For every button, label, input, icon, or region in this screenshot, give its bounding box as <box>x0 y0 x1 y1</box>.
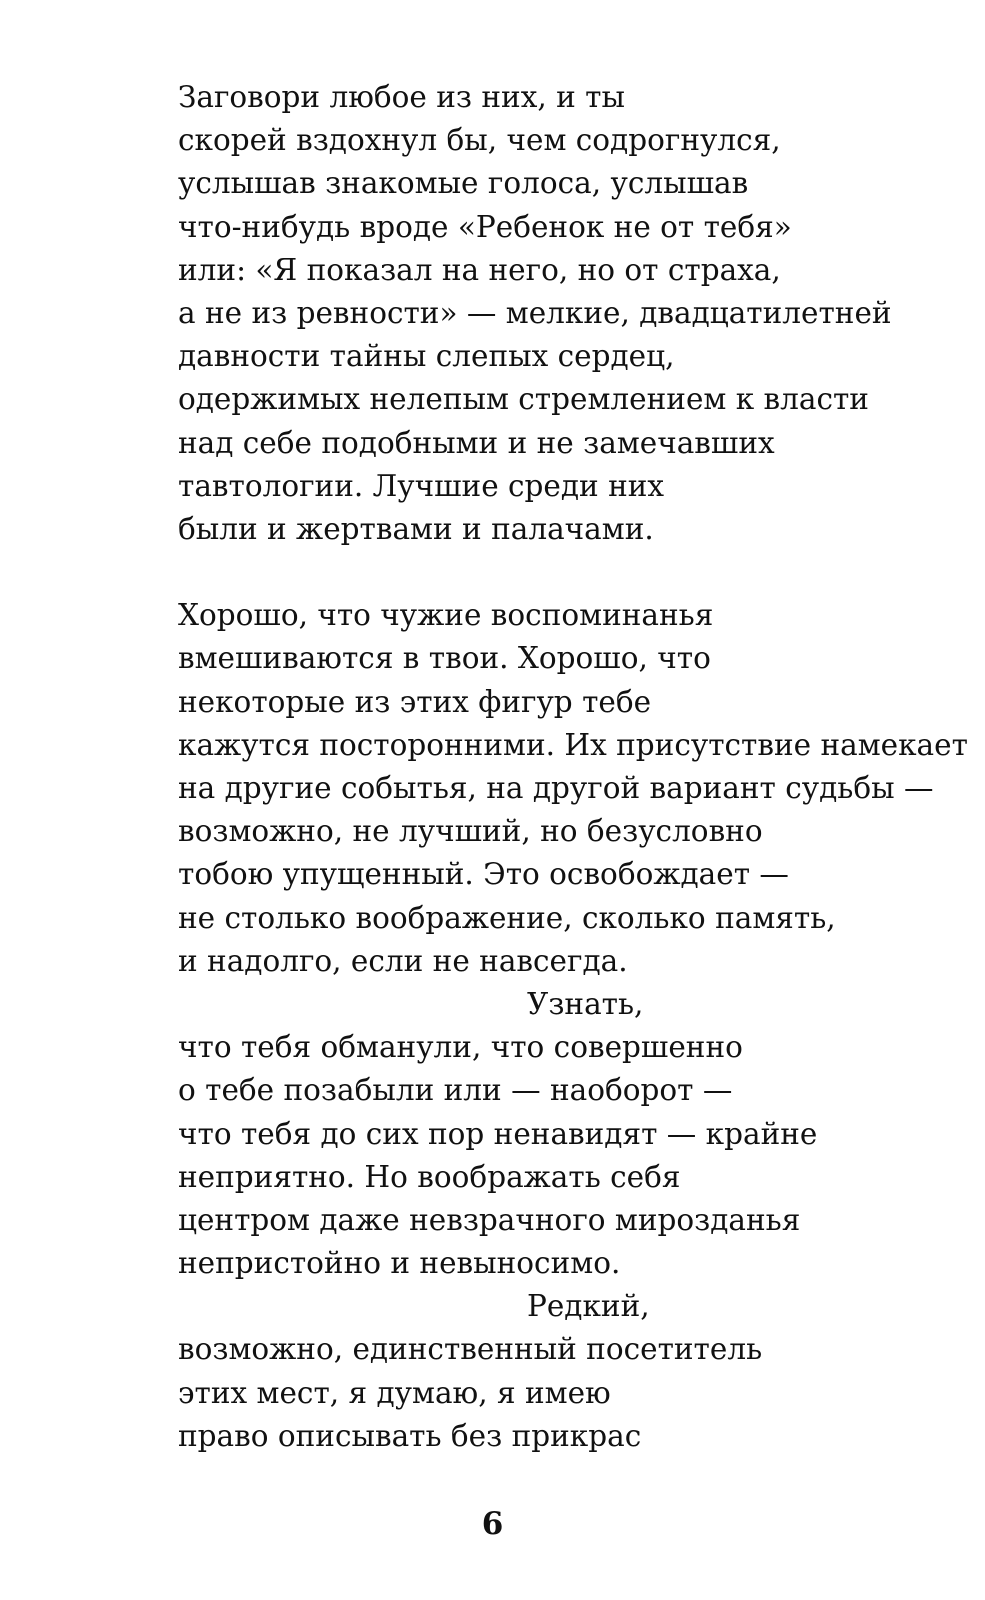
poem-line: что-нибудь вроде «Ребенок не от тебя» <box>178 209 792 244</box>
stanza-2 <box>178 594 968 1458</box>
page-number: 6 <box>481 1506 504 1542</box>
poem-line: этих мест, я думаю, я имею <box>178 1375 611 1410</box>
poem-line: вмешиваются в твои. Хорошо, что <box>178 641 711 676</box>
poem-line: одержимых нелепым стремлением к власти <box>178 382 869 417</box>
poem-text <box>178 76 968 1458</box>
poem-line: что тебя обманули, что совершенно <box>178 1030 743 1065</box>
poem-line: некоторые из этих фигур тебе <box>178 684 652 719</box>
poem-line: кажутся посторонними. Их присутствие намекает <box>178 727 968 762</box>
poem-line: возможно, единственный посетитель <box>178 1332 763 1367</box>
poem-line: непристойно и невыносимо. <box>178 1246 621 1281</box>
poem-line: услышав знакомые голоса, услышав <box>178 166 749 201</box>
poem-line-indented: Редкий, <box>527 1289 650 1324</box>
poem-line: Заговори любое из них, и ты <box>178 80 625 114</box>
poem-line: не столько воображение, сколько память, <box>178 900 836 935</box>
poem-line: неприятно. Но воображать себя <box>178 1159 681 1194</box>
poem-line: право описывать без прикрас <box>178 1418 642 1453</box>
stanza-1 <box>178 76 968 551</box>
poem-line: о тебе позабыли или — наоборот — <box>178 1073 733 1108</box>
poem-line: тобою упущенный. Это освобождает — <box>178 857 789 892</box>
poem-line: или: «Я показал на него, но от страха, <box>178 252 781 287</box>
poem-line: и надолго, если не навсегда. <box>178 943 628 978</box>
poem-line: были и жертвами и палачами. <box>178 511 654 546</box>
poem-line: Хорошо, что чужие воспоминанья <box>178 598 714 633</box>
stanza-break <box>178 551 968 594</box>
poem-line: над себе подобными и не замечавших <box>178 425 775 460</box>
poem-line: давности тайны слепых сердец, <box>178 339 675 374</box>
poem-line: возможно, не лучший, но безусловно <box>178 814 763 849</box>
poem-line: а не из ревности» — мелкие, двадцатилетней <box>178 295 892 330</box>
poem-line: тавтологии. Лучшие среди них <box>178 468 665 503</box>
poem-line: на другие событья, на другой вариант судьбы — <box>178 771 934 805</box>
poem-line: что тебя до сих пор ненавидят — крайне <box>178 1116 818 1151</box>
poem-line: центром даже невзрачного мирозданья <box>178 1202 801 1237</box>
poem-line-indented: Узнать, <box>527 986 644 1021</box>
poem-line: скорей вздохнул бы, чем содрогнулся, <box>178 123 781 158</box>
